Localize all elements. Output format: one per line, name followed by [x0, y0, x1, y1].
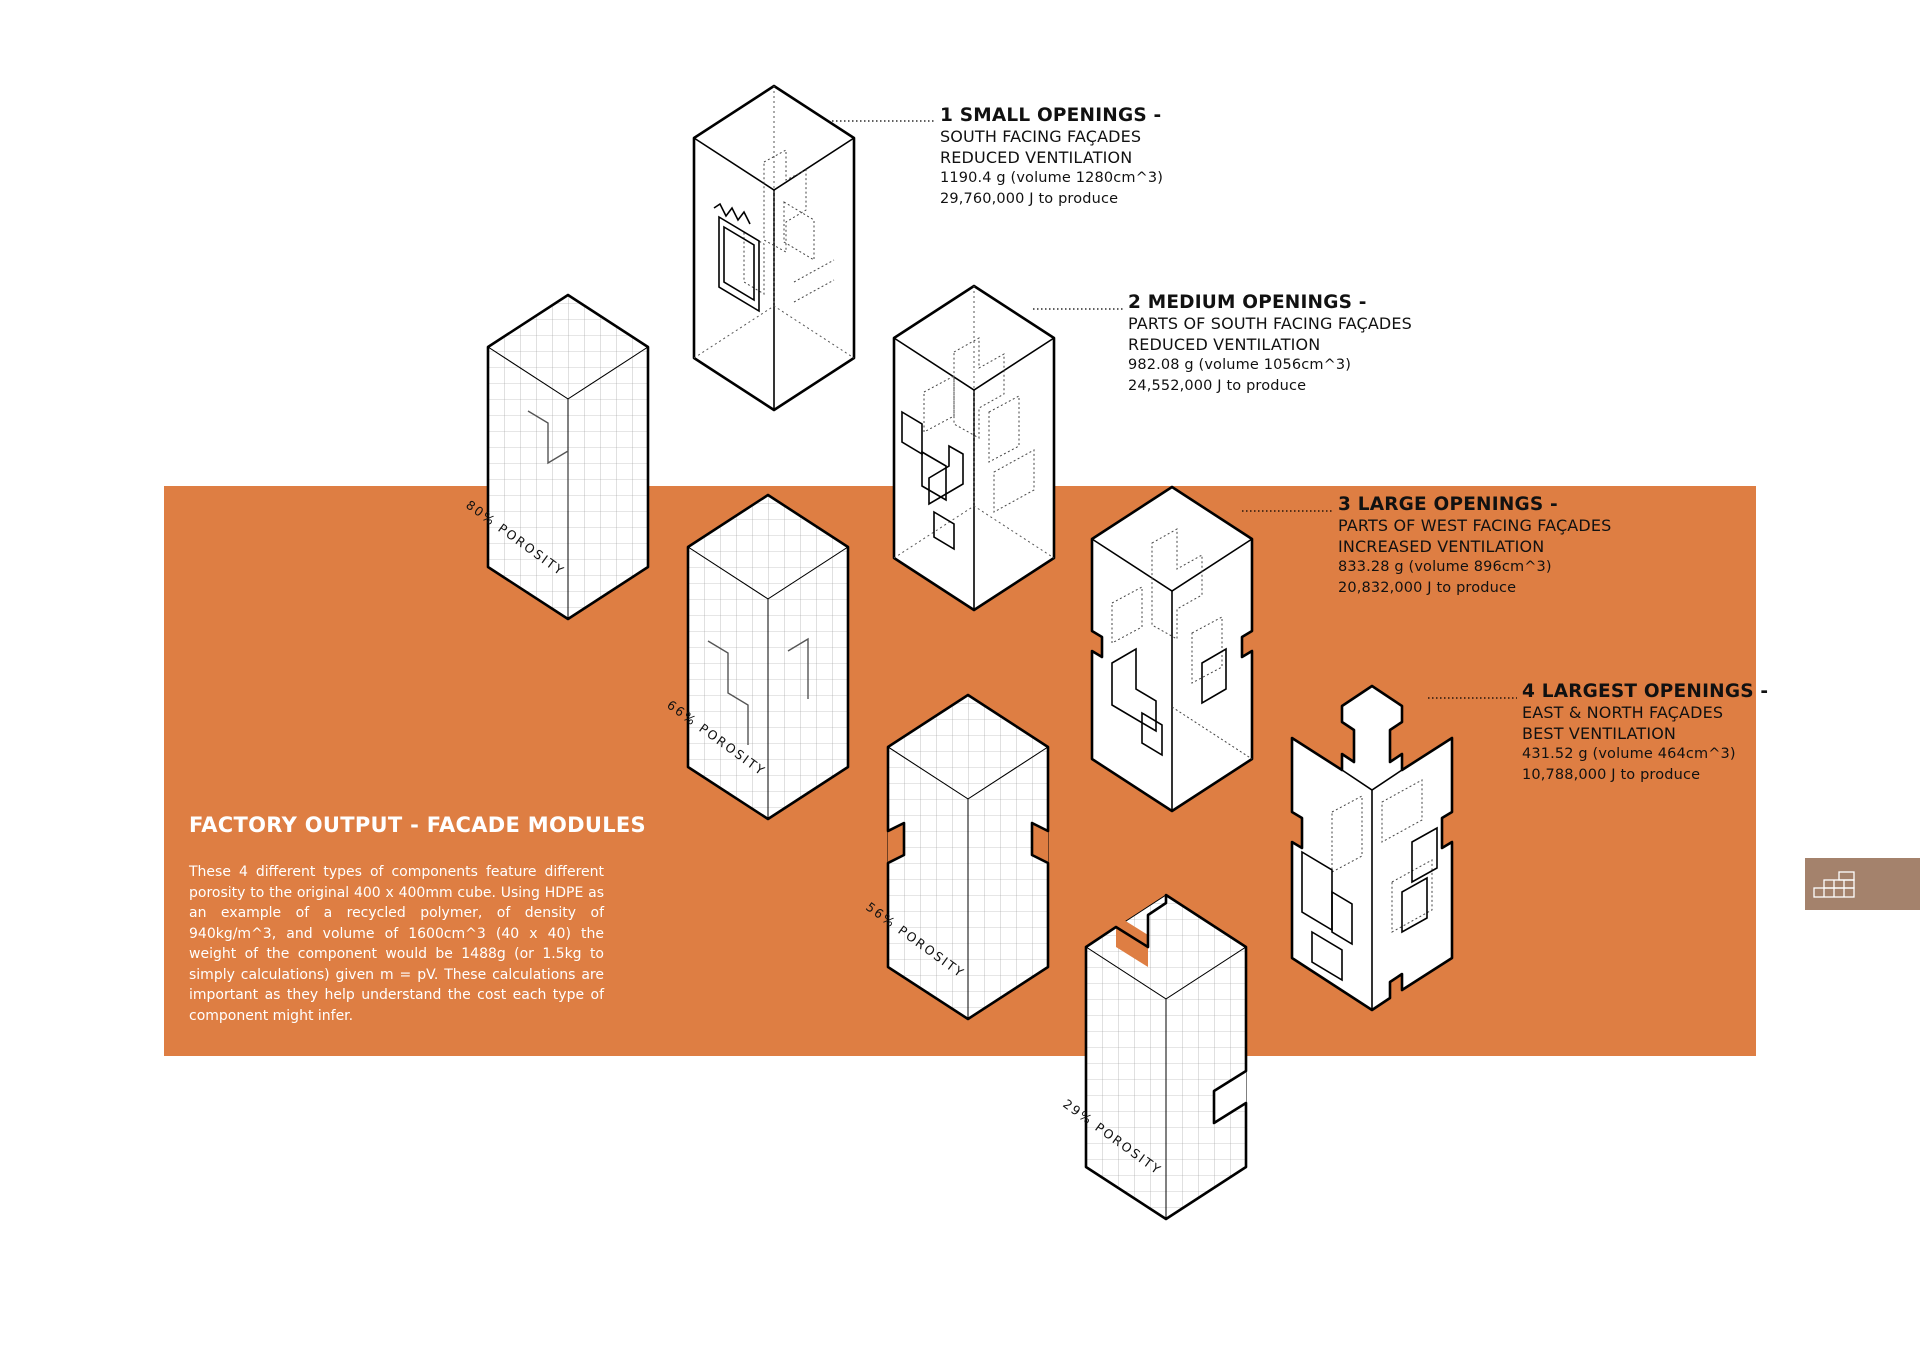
section-title: FACTORY OUTPUT - FACADE MODULES [189, 813, 646, 837]
annotation-weight: 431.52 g (volume 464cm^3) [1522, 746, 1736, 762]
annotation-small-openings [940, 104, 1163, 209]
module-29-porosity [1086, 895, 1246, 1219]
module-largest-openings [1292, 686, 1452, 1010]
annotation-line1: SOUTH FACING FAÇADES [940, 127, 1142, 146]
annotation-medium-openings [1128, 291, 1412, 396]
section-body: These 4 different types of components feature different porosity to the original 400 x 400mm cube. Using HDPE as an example of a recycled polymer, of density of 940kg/m^3, and volume of 1600cm^3 (40 x 40) the weight of the component would be 1488g (or 1.5kg to simply calculations) given m = pV. These calculations are important as they help understand the cost each type of component might infer. [189, 864, 604, 1024]
annotation-line1: EAST & NORTH FAÇADES [1522, 703, 1724, 722]
porosity-label-56: 56% POROSITY [863, 899, 968, 981]
annotation-energy: 10,788,000 J to produce [1522, 766, 1701, 783]
annotation-title: 4 LARGEST OPENINGS - [1522, 681, 1769, 702]
annotation-line1: PARTS OF SOUTH FACING FAÇADES [1128, 314, 1412, 333]
annotation-line2: REDUCED VENTILATION [1128, 334, 1321, 354]
annotation-large-openings [1338, 493, 1611, 598]
porosity-label-80: 80% POROSITY [463, 497, 568, 579]
module-56-porosity [888, 695, 1048, 1019]
annotation-energy: 24,552,000 J to produce [1128, 377, 1307, 394]
annotation-title: 1 SMALL OPENINGS - [940, 105, 1162, 126]
annotation-line2: INCREASED VENTILATION [1338, 536, 1545, 556]
annotation-line1: PARTS OF WEST FACING FAÇADES [1338, 516, 1612, 535]
annotation-weight: 982.08 g (volume 1056cm^3) [1128, 357, 1352, 373]
module-large-openings [1092, 487, 1252, 811]
annotation-line2: BEST VENTILATION [1522, 723, 1677, 743]
annotation-energy: 20,832,000 J to produce [1338, 579, 1517, 596]
annotation-title: 3 LARGE OPENINGS - [1338, 494, 1558, 515]
porosity-label-29: 29% POROSITY [1060, 1096, 1165, 1178]
module-66-porosity [688, 495, 848, 819]
module-80-porosity [488, 295, 648, 619]
annotation-energy: 29,760,000 J to produce [940, 190, 1119, 207]
annotation-weight: 1190.4 g (volume 1280cm^3) [940, 170, 1164, 186]
module-medium-openings [894, 286, 1054, 610]
annotation-line2: REDUCED VENTILATION [940, 147, 1133, 167]
module-small-openings [694, 86, 854, 410]
annotation-title: 2 MEDIUM OPENINGS - [1128, 292, 1367, 313]
annotation-weight: 833.28 g (volume 896cm^3) [1338, 559, 1552, 575]
annotation-largest-openings [1522, 680, 1768, 785]
porosity-label-66: 66% POROSITY [664, 697, 769, 779]
